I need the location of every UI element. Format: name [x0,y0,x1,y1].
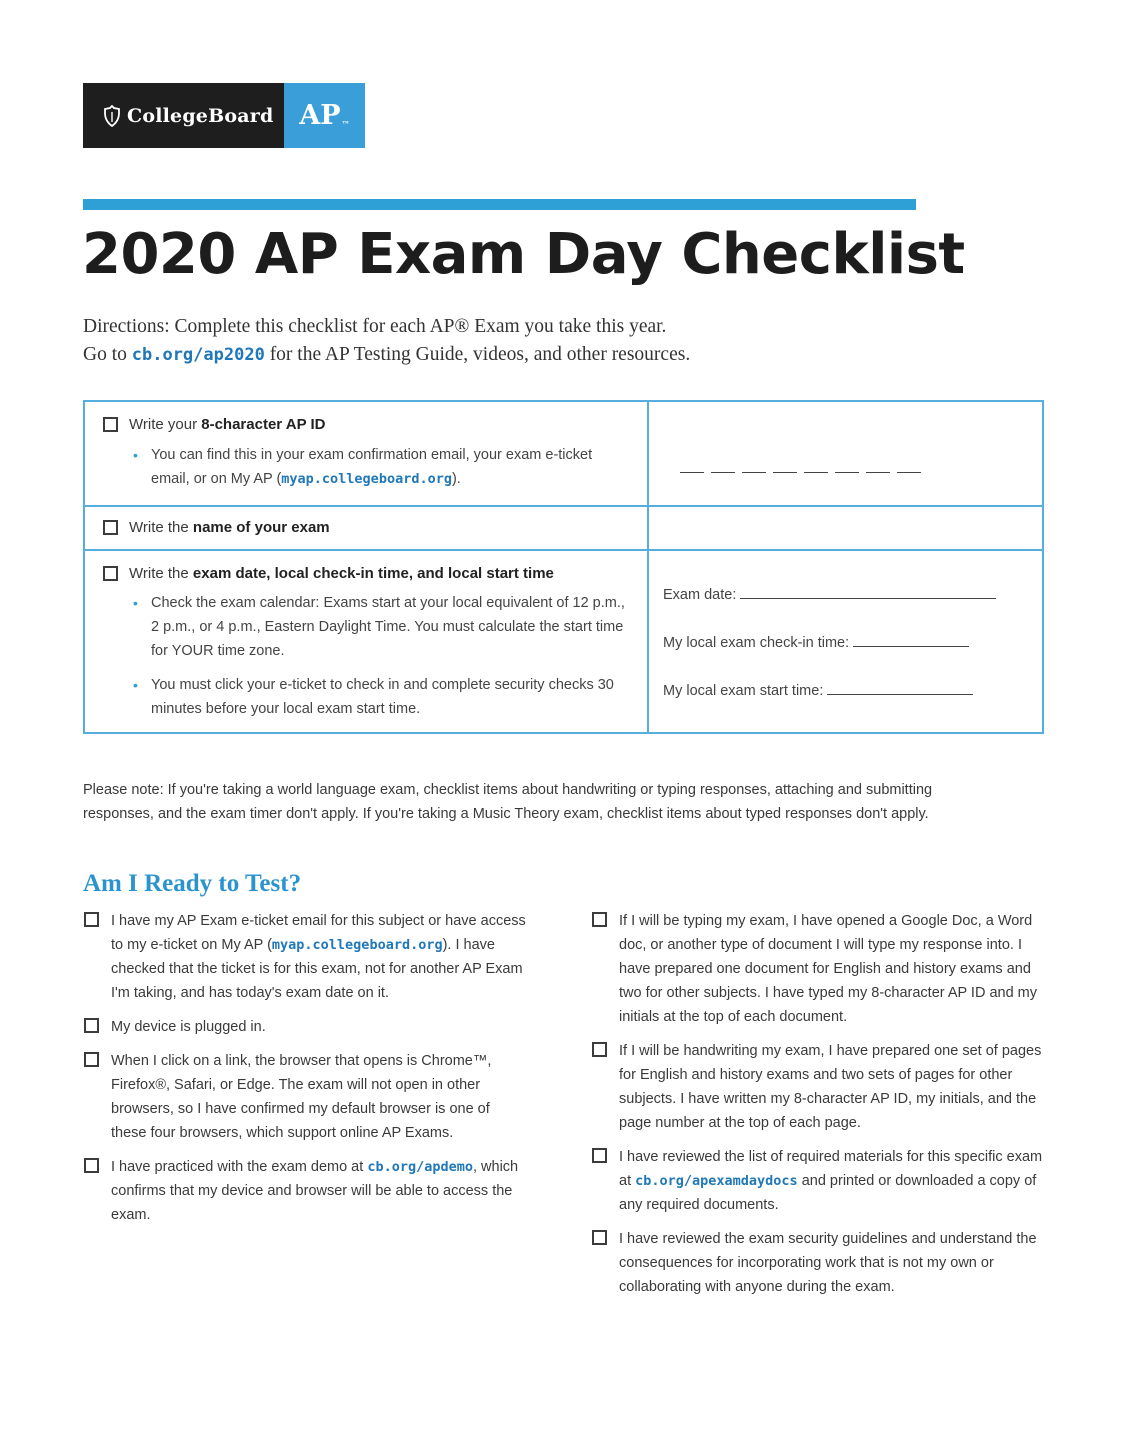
apexamdaydocs-link[interactable]: cb.org/apexamdaydocs [635,1173,798,1189]
exam-name-checkbox[interactable] [103,520,118,535]
ap-wordmark: AP [299,100,341,131]
ap-id-blanks[interactable] [680,472,921,473]
ap-logo: AP ™ [284,83,365,148]
checkbox[interactable] [592,1230,607,1245]
checkbox[interactable] [84,1018,99,1033]
start-time-field[interactable]: My local exam start time: [663,683,973,699]
list-item: I have practiced with the exam demo at cb.org/apdemo, which confirms that my device and browser will be able to access the exam. [84,1155,540,1227]
exam-date-field[interactable]: Exam date: [663,587,996,603]
title-accent-bar [83,199,916,210]
eticket-checkin-help: • You must click your e-ticket to check in and complete security checks 30 minutes before your local exam start time. [129,673,633,721]
ap-id-checkbox[interactable] [103,417,118,432]
list-item: If I will be typing my exam, I have opened a Google Doc, a Word doc, or another type of document I will type my response into. I have prepared one document for English and history exams and two for other subjects. I have typed my 8-character AP ID and my initials at the top of each document. [592,909,1047,1029]
ap-id-item: Write your 8-character AP ID • You can find this in your exam confirmation email, your exam e-ticket email, or on My AP (myap.collegeboard.org). [103,416,623,491]
exam-info-table [83,400,1044,734]
directions-line-2: Go to cb.org/ap2020 for the AP Testing Guide, videos, and other resources. [83,344,691,365]
collegeboard-ap-logo [83,83,365,148]
list-item: I have my AP Exam e-ticket email for this subject or have access to my e-ticket on My AP (myap.collegeboard.org). I have checked that the ticket is for this exam, not for another AP Exam I'm taking, and has today's exam date on it. [84,909,540,1005]
checkbox[interactable] [592,1042,607,1057]
ap2020-link[interactable]: cb.org/ap2020 [131,345,265,365]
checkbox[interactable] [84,1158,99,1173]
list-item: If I will be handwriting my exam, I have prepared one set of pages for English and history exams and two sets of pages for other subjects. I have written my 8-character AP ID, my initials, and the page number at the top of each page. [592,1039,1047,1135]
checkbox[interactable] [592,912,607,927]
checkbox[interactable] [84,1052,99,1067]
directions [83,313,690,369]
acorn-icon [103,105,121,127]
page-title: 2020 AP Exam Day Checklist [82,222,965,287]
list-item: When I click on a link, the browser that opens is Chrome™, Firefox®, Safari, or Edge. The exam will not open in other browsers, so I have confirmed my default browser is one of these four browsers, which support online AP Exams. [84,1049,504,1145]
ap-id-help: • You can find this in your exam confirmation email, your exam e-ticket email, or on My AP (myap.collegeboard.org). [129,443,623,491]
directions-line-1: Directions: Complete this checklist for each AP® Exam you take this year. [83,316,667,337]
list-item: I have reviewed the exam security guidelines and understand the consequences for incorporating work that is not my own or collaborating with anyone during the exam. [592,1227,1047,1299]
exam-name-item: Write the name of your exam [103,519,623,536]
list-item: My device is plugged in. [84,1015,540,1039]
checkin-time-field[interactable]: My local exam check-in time: [663,635,969,651]
section-title: Am I Ready to Test? [83,870,302,897]
exam-date-checkbox[interactable] [103,566,118,581]
myap-link[interactable]: myap.collegeboard.org [281,471,452,487]
collegeboard-wordmark: CollegeBoard [127,104,274,127]
please-note: Please note: If you're taking a world language exam, checklist items about handwriting or typing responses, attaching and submitting responses, and the exam timer don't apply. If you're taking a Music Theory exam, checklist items about typed responses don't apply. [83,782,933,822]
checklist-right-column [592,909,1047,1309]
collegeboard-logo [83,83,284,148]
exam-date-item: Write the exam date, local check-in time, and local start time • Check the exam calendar: Exams start at your local equivalent of 12 p.m., 2 p.m., or 4 p.m., Eastern Daylight Time. You must calculate the start time for YOUR time zone. • You must click your e-ticket to check in and complete security checks 30 minutes before your local exam start time. [103,565,633,721]
myap-link[interactable]: myap.collegeboard.org [271,937,443,953]
apdemo-link[interactable]: cb.org/apdemo [367,1159,473,1175]
checkbox[interactable] [84,912,99,927]
exam-calendar-help: • Check the exam calendar: Exams start at your local equivalent of 12 p.m., 2 p.m., or 4 p.m., Eastern Daylight Time. You must calculate the start time for YOUR time zone. [129,591,633,663]
checklist-left-column [84,909,540,1237]
checkbox[interactable] [592,1148,607,1163]
list-item: I have reviewed the list of required materials for this specific exam at cb.org/apexamdaydocs and printed or downloaded a copy of any required documents. [592,1145,1047,1217]
